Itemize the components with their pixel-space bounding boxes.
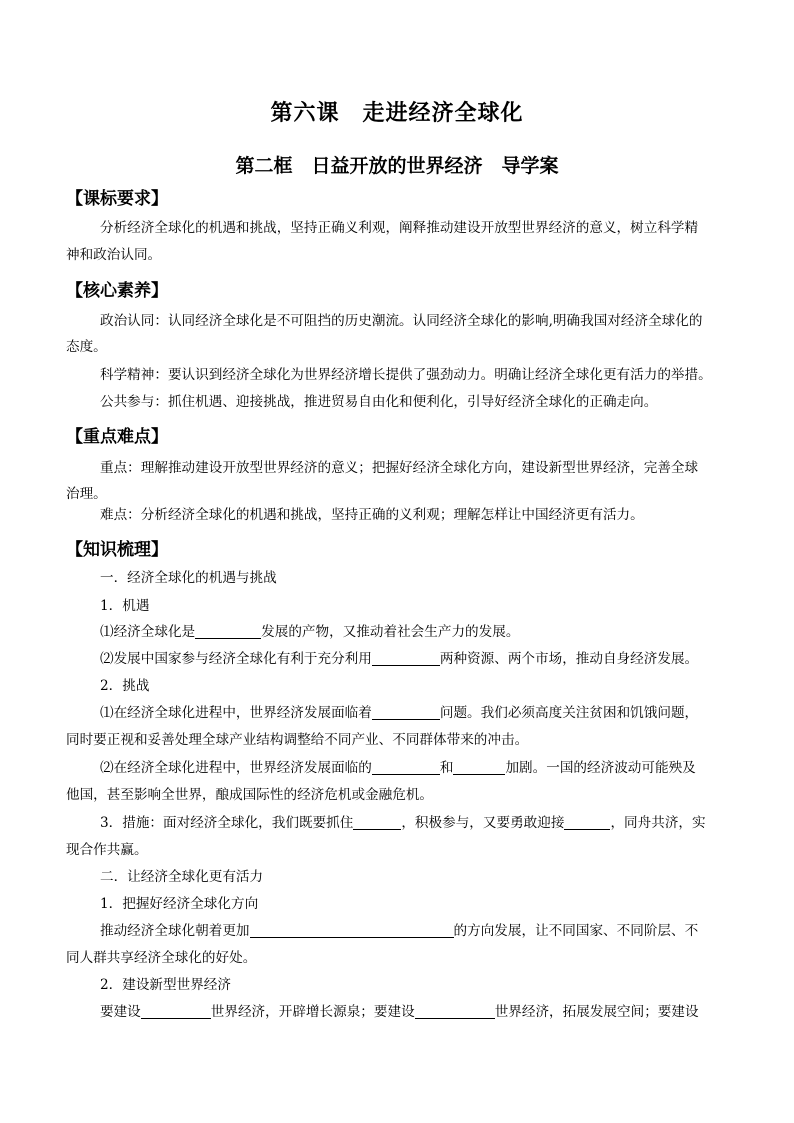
direction-line2: 同人群共享经济全球化的好处。 [66, 950, 257, 966]
opportunity-title: 1．机遇 [100, 598, 150, 614]
difficult-point-text: 难点：分析经济全球化的机遇和挑战，坚持正确的义利观；理解怎样让中国经济更有活力。 [100, 507, 644, 523]
fill-blank[interactable] [195, 622, 261, 639]
knowledge-heading: 【知识梳理】 [66, 540, 168, 560]
new-economy-title: 2．建设新型世界经济 [100, 977, 231, 993]
fill-blank[interactable] [453, 758, 505, 775]
lesson-subtitle: 第二框 日益开放的世界经济 导学案 [235, 155, 559, 177]
political-identity-line2: 态度。 [66, 339, 107, 355]
fill-blank[interactable] [372, 758, 440, 775]
fill-blank[interactable] [372, 649, 440, 666]
challenge-title: 2．挑战 [100, 678, 150, 694]
curriculum-heading: 【课标要求】 [66, 189, 168, 209]
challenge-item1-line1: ⑴在经济全球化进程中，世界经济发展面临着 问题。我们必须高度关注贫困和饥饿问题， [100, 705, 699, 721]
measures-line2: 现合作共赢。 [66, 842, 148, 858]
key-point-line1: 重点：理解推动建设开放型世界经济的意义；把握好经济全球化方向，建设新型世界经济，完善全球 [100, 460, 699, 476]
part1-title: 一．经济全球化的机遇与挑战 [100, 570, 277, 586]
fill-blank[interactable] [141, 1002, 211, 1019]
curriculum-text-line2: 神和政治认同。 [66, 247, 162, 263]
scientific-spirit-text: 科学精神：要认识到经济全球化为世界经济增长提供了强劲动力。明确让经济全球化更有活力的举措。 [100, 367, 712, 383]
key-point-line2: 治理。 [66, 486, 107, 502]
measures-line1: 3．措施：面对经济全球化，我们既要抓住 ，积极参与，又要勇敢迎接 ，同舟共济，实 [100, 815, 706, 831]
challenge-item2-line1: ⑵在经济全球化进程中，世界经济发展面临的 和 加剧。一国的经济波动可能殃及 [100, 760, 696, 776]
literacy-heading: 【核心素养】 [66, 281, 168, 301]
fill-blank[interactable] [415, 1002, 495, 1019]
lesson-title: 第六课 走进经济全球化 [270, 100, 524, 126]
public-participation-text: 公共参与：抓住机遇、迎接挑战，推进贸易自由化和便利化，引导好经济全球化的正确走向。 [100, 394, 658, 410]
fill-blank[interactable] [353, 813, 401, 830]
opportunity-item2: ⑵发展中国家参与经济全球化有利于充分利用 两种资源、两个市场，推动自身经济发展。 [100, 651, 699, 667]
part2-title: 二．让经济全球化更有活力 [100, 869, 264, 885]
fill-blank[interactable] [564, 813, 610, 830]
challenge-item2-line2: 他国，甚至影响全世界，酿成国际性的经济危机或金融危机。 [66, 787, 434, 803]
new-economy-line1: 要建设 世界经济，开辟增长源泉；要建设 世界经济，拓展发展空间；要建设 [100, 1004, 699, 1020]
political-identity-line1: 政治认同：认同经济全球化是不可阻挡的历史潮流。认同经济全球化的影响,明确我国对经济全球化的 [100, 313, 703, 329]
fill-blank[interactable] [372, 703, 440, 720]
direction-line1: 推动经济全球化朝着更加 的方向发展，让不同国家、不同阶层、不 [100, 923, 699, 939]
curriculum-text-line1: 分析经济全球化的机遇和挑战，坚持正确义利观，阐释推动建设开放型世界经济的意义，树立科学精 [100, 220, 699, 236]
fill-blank[interactable] [250, 921, 454, 938]
challenge-item1-line2: 同时要正视和妥善处理全球产业结构调整给不同产业、不同群体带来的冲击。 [66, 732, 529, 748]
direction-title: 1．把握好经济全球化方向 [100, 896, 259, 912]
opportunity-item1: ⑴经济全球化是 发展的产物，又推动着社会生产力的发展。 [100, 624, 520, 640]
key-points-heading: 【重点难点】 [66, 427, 168, 447]
